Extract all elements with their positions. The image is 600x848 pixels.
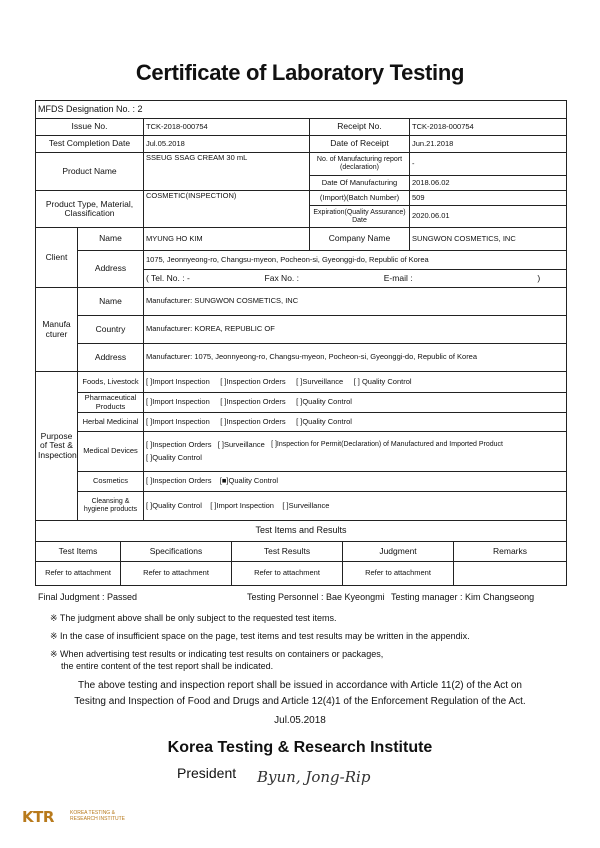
note-3: ※ When advertising test results or indicating test results on containers or packages,	[50, 649, 384, 659]
ktr-logo-line1: KOREA TESTING &	[70, 810, 115, 816]
completion-date-value: Jul.05.2018	[144, 136, 310, 153]
statement-line-1: The above testing and inspection report shall be issued in accordance with Article 11(2) of the Act on	[78, 680, 522, 691]
expiration-value: 2020.06.01	[410, 206, 567, 228]
tel-label: ( Tel. No. : -	[146, 272, 190, 283]
receipt-no-value: TCK-2018-000754	[410, 119, 567, 136]
herbal-inspection-orders[interactable]: [ ]Inspection Orders	[220, 416, 286, 426]
medical-quality-control[interactable]: [ ]Quality Control	[146, 452, 202, 462]
contact-line	[144, 270, 567, 288]
mfg-date-value: 2018.06.02	[410, 176, 567, 191]
testing-personnel: Testing Personnel : Bae Kyeongmi	[247, 592, 385, 602]
cleansing-import-inspection[interactable]: [ ]Import Inspection	[210, 500, 274, 510]
purpose-options-cleansing	[144, 492, 567, 521]
receipt-date-value: Jun.21.2018	[410, 136, 567, 153]
results-table	[35, 520, 567, 586]
contact-close: )	[537, 272, 541, 283]
ktr-logo	[22, 808, 126, 830]
cleansing-surveillance[interactable]: [ ]Surveillance	[282, 500, 330, 510]
note-1: ※ The judgment above shall be only subject to the requested test items.	[50, 613, 337, 623]
expiration-label: Expiration(Quality Assurance) Date	[310, 206, 410, 228]
purpose-category-foods: Foods, Livestock	[78, 372, 144, 393]
foods-import-inspection[interactable]: [ ]Import Inspection	[146, 376, 210, 386]
result-test-results: Refer to attachment	[232, 562, 343, 586]
medical-surveillance[interactable]: [ ]Surveillance	[217, 440, 265, 450]
receipt-date-label: Date of Receipt	[310, 136, 410, 153]
purpose-options-cosmetics	[144, 472, 567, 492]
mfr-name-label: Name	[78, 288, 144, 316]
test-items-header: Test Items and Results	[36, 521, 567, 542]
institute-name: Korea Testing & Research Institute	[167, 739, 433, 756]
mfr-address-label: Address	[78, 344, 144, 372]
result-test-items: Refer to attachment	[36, 562, 121, 586]
company-name-label: Company Name	[310, 228, 410, 251]
completion-date-label: Test Completion Date	[36, 136, 144, 153]
col-specifications: Specifications	[121, 542, 232, 562]
client-label: Client	[36, 228, 78, 288]
foods-quality-control[interactable]: [ ] Quality Control	[353, 376, 412, 386]
client-name-value: MYUNG HO KIM	[144, 228, 310, 251]
herbal-quality-control[interactable]: [ ]Quality Control	[296, 416, 352, 426]
president-label: President	[177, 765, 237, 781]
statement-line-2: Tesitng and Inspection of Food and Drugs and Article 12(4)1 of the Enforcement Regulation of the Act.	[74, 696, 526, 707]
purpose-options-medical	[144, 432, 567, 472]
ktr-logo-mark: KTR	[22, 808, 54, 826]
product-name-label: Product Name	[36, 153, 144, 191]
purpose-options-foods	[144, 372, 567, 393]
batch-value: 509	[410, 191, 567, 206]
note-2: ※ In the case of insufficient space on the page, test items and test results may be written in the appendix.	[50, 631, 470, 641]
result-specifications: Refer to attachment	[121, 562, 232, 586]
receipt-no-label: Receipt No.	[310, 119, 410, 136]
mfg-report-label: No. of Manufacturing report (declaration)	[310, 153, 410, 176]
mfr-country-value: Manufacturer: KOREA, REPUBLIC OF	[144, 316, 567, 344]
mfr-name-value: Manufacturer: SUNGWON COSMETICS, INC	[144, 288, 567, 316]
cosmetics-inspection-orders[interactable]: [ ]Inspection Orders	[146, 476, 212, 486]
medical-inspection-orders[interactable]: [ ]Inspection Orders	[146, 440, 212, 450]
final-judgment: Final Judgment : Passed	[38, 592, 138, 602]
signature-text: Byun, Jong-Rip	[257, 768, 371, 786]
pharma-quality-control[interactable]: [ ]Quality Control	[296, 397, 352, 407]
result-remarks	[454, 562, 567, 586]
product-name-value: SSEUG SSAG CREAM 30 mL	[144, 153, 310, 191]
medical-permit-inspection[interactable]: [ ]Inspection for Permit(Declaration) of Manufactured and Imported Product	[271, 441, 503, 449]
fax-label: Fax No. :	[264, 272, 300, 283]
col-remarks: Remarks	[454, 542, 567, 562]
president-signature	[255, 762, 395, 792]
mfr-country-label: Country	[78, 316, 144, 344]
cleansing-quality-control[interactable]: [ ]Quality Control	[146, 500, 202, 510]
purpose-category-cosmetics: Cosmetics	[78, 472, 144, 492]
issue-date: Jul.05.2018	[274, 715, 326, 726]
mfg-report-value: -	[410, 153, 567, 176]
batch-label: (Import)(Batch Number)	[310, 191, 410, 206]
cosmetics-quality-control[interactable]: [■]Quality Control	[219, 476, 279, 486]
purpose-options-pharma	[144, 393, 567, 413]
purpose-category-cleansing: Cleansing & hygiene products	[78, 492, 144, 521]
foods-surveillance[interactable]: [ ]Surveillance	[296, 376, 344, 386]
client-address-value: 1075, Jeonnyeong-ro, Changsu-myeon, Pocheon-si, Gyeonggi-do, Republic of Korea	[144, 251, 567, 270]
product-type-label: Product Type, Material, Classification	[36, 191, 144, 228]
purpose-options-herbal	[144, 413, 567, 432]
mfr-address-value: Manufacturer: 1075, Jeonnyeong-ro, Changsu-myeon, Pocheon-si, Gyeonggi-do, Republic of Korea	[144, 344, 567, 372]
email-label: E-mail :	[383, 272, 413, 283]
manufacturer-label: Manufa cturer	[36, 288, 78, 372]
designation-number: MFDS Designation No. : 2	[36, 101, 567, 119]
col-test-results: Test Results	[232, 542, 343, 562]
col-judgment: Judgment	[343, 542, 454, 562]
ktr-logo-line2: RESEARCH INSTITUTE	[70, 815, 126, 822]
note-4: the entire content of the test report shall be indicated.	[61, 661, 274, 671]
testing-manager: Testing manager : Kim Changseong	[391, 592, 535, 602]
col-test-items: Test Items	[36, 542, 121, 562]
certificate-table	[35, 100, 567, 521]
certificate-title: Certificate of Laboratory Testing	[135, 60, 465, 85]
ktr-logo-subtitle	[70, 811, 125, 823]
result-judgment: Refer to attachment	[343, 562, 454, 586]
herbal-import-inspection[interactable]: [ ]Import Inspection	[146, 416, 210, 426]
product-type-value: COSMETIC(INSPECTION)	[144, 191, 310, 228]
mfg-date-label: Date Of Manufacturing	[310, 176, 410, 191]
pharma-import-inspection[interactable]: [ ]Import Inspection	[146, 397, 210, 407]
client-address-label: Address	[78, 251, 144, 288]
purpose-category-pharma: Pharmaceutical Products	[78, 393, 144, 413]
company-name-value: SUNGWON COSMETICS, INC	[410, 228, 567, 251]
issue-no-value: TCK-2018-000754	[144, 119, 310, 136]
foods-inspection-orders[interactable]: [ ]Inspection Orders	[220, 376, 286, 386]
purpose-category-herbal: Herbal Medicinal	[78, 413, 144, 432]
purpose-category-medical: Medical Devices	[78, 432, 144, 472]
client-name-label: Name	[78, 228, 144, 251]
pharma-inspection-orders[interactable]: [ ]Inspection Orders	[220, 397, 286, 407]
purpose-label: Purpose of Test & Inspection	[36, 372, 78, 521]
issue-no-label: Issue No.	[36, 119, 144, 136]
